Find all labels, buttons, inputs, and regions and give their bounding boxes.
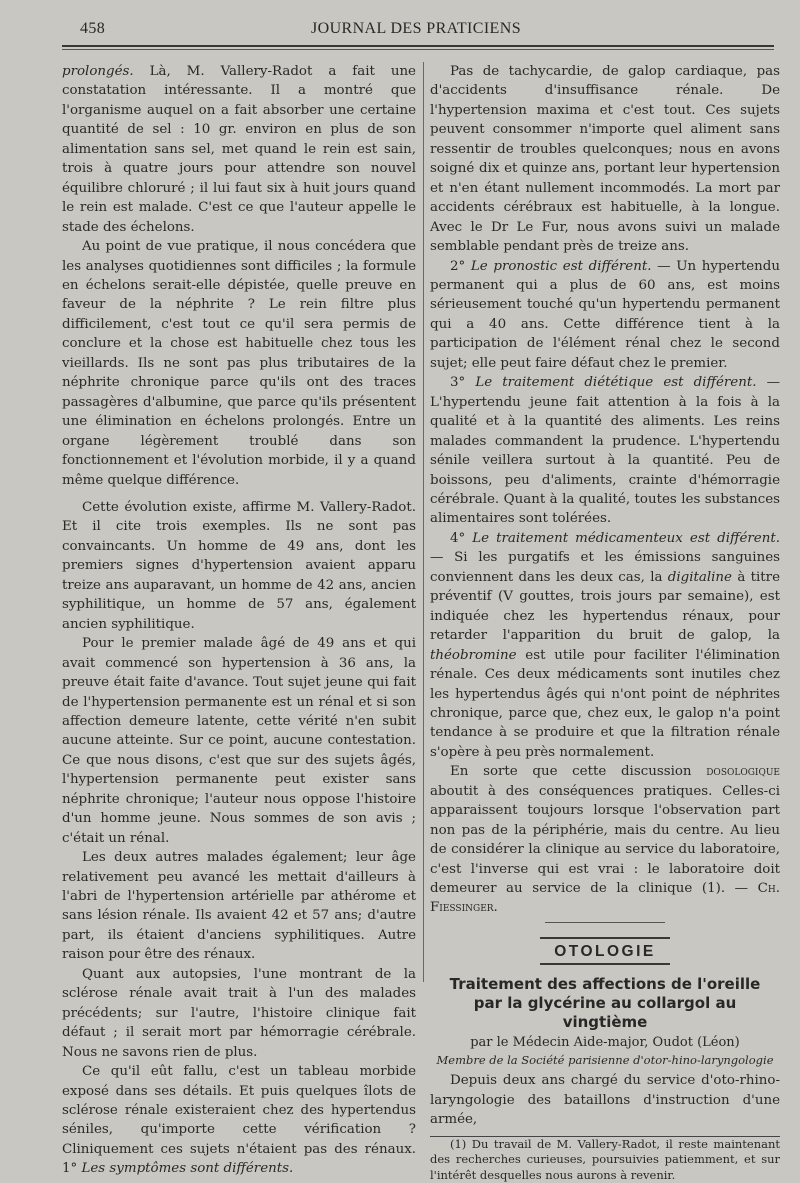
- text-run: Là, M. Vallery-Radot a fait une constatation intéressante. Il a montré que l'organisme auquel on a fait absorber une certaine quantité de sel : 10 gr. environ en plus de son alimentation sans sel, met quand le rein est sain, trois à quatre jours pour attendre son nouvel équilibre chloruré ; il lui faut six à huit jours quand le rein est malade. C'est ce que l'auteur appelle le stade des échelons.: [62, 64, 416, 235]
- column-divider: [423, 62, 424, 982]
- article-title-line-2: par la glycérine au collargol au vingtième: [473, 994, 737, 1032]
- italic-run: Le traitement médicamenteux est différent.: [472, 530, 780, 546]
- header-rule-thin: [62, 49, 774, 50]
- text-run: — L'hypertendu jeune fait attention à la fois à la qualité et à la quantité des aliments. Les reins malades commandent la prudence. L'hypertendu sénile veillera surtout à la quantité. Peu de boissons, peu d'aliments, crainte d'hémorragie cérébrale. Quant à la qualité, toutes les substances alimentaires sont tolérées.: [430, 375, 780, 527]
- italic-run: Les symptômes sont différents.: [81, 1161, 294, 1177]
- left-paragraph-6: Quant aux autopsies, l'une montrant de la sclérose rénale avait trait à l'un des malades précédents; sur l'autre, l'histoire clinique fait défaut ; il serait mort par hémorragie cérébrale. Nous ne savons rien de plus.: [62, 966, 416, 1060]
- small-caps-run: dosologique: [706, 764, 780, 780]
- article-title-line-1: Traitement des affections de l'oreille: [449, 975, 761, 994]
- text-run: Ce qu'il eût fallu, c'est un tableau morbide exposé dans ses détails. Et puis quelques îlots de sclérose rénale existeraient chez des hypertendus séniles, qu'importe cette vérification ? Cliniquement ces sujets n'étaient pas des rénaux. 1°: [62, 1064, 416, 1177]
- section-heading: OTOLOGIE: [540, 937, 670, 965]
- article-end-rule: [545, 922, 665, 923]
- right-paragraph-2: [430, 257, 780, 374]
- italic-run: Le pronostic est différent.: [470, 258, 652, 274]
- left-paragraph-3: Cette évolution existe, affirme M. Vallery-Radot. Et il cite trois exemples. Ils ne sont pas convaincants. Un homme de 49 ans, dont les premiers signes d'hypertension avaient apparu treize ans auparavant, un homme de 42 ans, ancien syphilitique, un homme de 57 ans, également ancien syphilitique.: [62, 499, 416, 632]
- author-membership: Membre de la Société parisienne d'otor-hino-laryngologie: [436, 1053, 774, 1068]
- header-rule: [62, 45, 774, 47]
- italic-run: théobromine: [430, 647, 517, 663]
- text-run: 4°: [450, 530, 473, 546]
- journal-title: JOURNAL DES PRATICIENS: [310, 20, 521, 37]
- text-run: à titre préventif (V gouttes, trois jours par semaine), est indiquée chez les hypertendus rénaux, pour retarder l'apparition du bruit de galop, la: [430, 569, 780, 644]
- article-intro: Depuis deux ans chargé du service d'oto-rhino-laryngologie des bataillons d'instruction d'une armée,: [430, 1073, 780, 1128]
- text-run: — Si les purgatifs et les émissions sanguines conviennent dans les deux cas, la: [430, 550, 780, 585]
- text-run: En sorte que cette discussion: [450, 764, 707, 780]
- text-run: 2°: [450, 258, 471, 274]
- left-paragraph-1: [62, 62, 416, 237]
- text-run: 3°: [450, 375, 476, 391]
- right-column: [430, 62, 780, 1183]
- left-paragraph-7: [62, 1062, 416, 1179]
- left-paragraph-5: Les deux autres malades également; leur âge relativement peu avancé les mettait d'ailleurs à l'abri de l'hypertension artérielle par athérome et sans lésion rénale. Ils avaient 42 et 57 ans; d'autre part, ils étaient d'anciens syphilitiques. Autre raison pour être des rénaux.: [62, 850, 416, 963]
- right-paragraph-3: [430, 373, 780, 529]
- footnote: (1) Du travail de M. Vallery-Radot, il reste maintenant des recherches curieuses, poursuivies patiemment, et sur l'intérêt desquelles nous aurons à revenir.: [430, 1136, 780, 1182]
- right-paragraph-4: [430, 529, 780, 762]
- left-column: [62, 62, 416, 1179]
- italic-run: prolongés.: [62, 64, 134, 79]
- author-signature: Ch. Fiessinger.: [430, 881, 780, 916]
- italic-run: Le traitement diététique est différent.: [475, 375, 757, 391]
- left-paragraph-4: Pour le premier malade âgé de 49 ans et qui avait commencé son hypertension à 36 ans, la preuve était faite d'avance. Tout sujet jeune qui fait de l'hypertension permanente est un rénal et si son affection demeure latente, cette vérité n'en subit aucune atteinte. Sur ce point, aucune contestation. Ce que nous disons, c'est que sur des sujets âgés, l'hypertension permanente peut exister sans néphrite chronique; l'auteur nous oppose l'histoire d'un homme jeune. Nous sommes de son avis ; c'était un rénal.: [62, 636, 416, 846]
- text-run: est utile pour faciliter l'élimination rénale. Ces deux médicaments sont inutiles chez les hypertendus âgés qui n'ont point de néphrites chronique, parce que, chez eux, le galop n'a point tendance à se produire et que la filtration rénale s'opère à peu près normalement.: [430, 647, 780, 760]
- running-head: [60, 20, 772, 44]
- text-run: aboutit à des conséquences pratiques. Celles-ci apparaissent toujours lorsque l'observation part non pas de la périphérie, mais du centre. Au lieu de considérer la clinique au service du laboratoire, c'est l'inverse qui est vrai : le laboratoire doit demeurer au service de la clinique (1). —: [430, 783, 780, 897]
- text-run: — Un hypertendu permanent qui a plus de 60 ans, est moins sérieusement touché qu'un hypertendu permanent qui a 40 ans. Cette différence tient à la participation de l'élément rénal chez le second sujet; elle peut faire défaut chez le premier.: [430, 258, 780, 371]
- article-byline: par le Médecin Aide-major, Oudot (Léon): [470, 1035, 740, 1051]
- page-number: 458: [80, 20, 106, 37]
- right-paragraph-5: [430, 762, 780, 918]
- article-title: [430, 975, 780, 1032]
- left-paragraph-2: Au point de vue pratique, il nous concédera que les analyses quotidiennes sont difficiles ; la formule en échelons serait-elle dépistée, quelle preuve en faveur de la néphrite ? Le rein filtre plus difficilement, c'est tout ce qu'il sera permis de conclure et la chose est habituelle chez tous les vieillards. Ils ne sont pas plus tributaires de la néphrite chronique parce qu'ils ont des traces passagères d'albumine, que parce qu'ils présentent une élimination en échelons prolongés. Entre un organe légèrement troublé dans son fonctionnement et l'évolution morbide, il y a quand même quelque différence.: [62, 239, 416, 488]
- italic-run: digitaline: [667, 569, 732, 585]
- right-paragraph-1: Pas de tachycardie, de galop cardiaque, pas d'accidents d'insuffisance rénale. De l'hypertension maxima et c'est tout. Ces sujets peuvent consommer n'importe quel aliment sans ressentir de troubles quelconques; nous en avons soigné dix et quinze ans, portant leur hypertension et n'en étant nullement incommodés. La mort par accidents cérébraux est habituelle, à la longue. Avec le Dr Le Fur, nous avons suivi un malade semblable pendant près de treize ans.: [430, 64, 780, 255]
